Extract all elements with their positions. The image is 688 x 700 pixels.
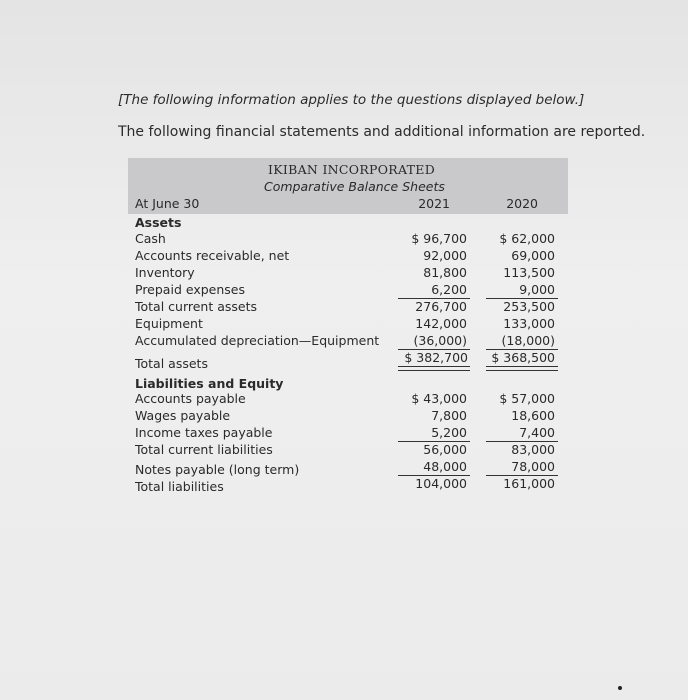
value-2020: 78,000 — [511, 459, 555, 474]
column-header-row — [128, 196, 568, 213]
value-2021: $ 96,700 — [411, 231, 467, 246]
value-2020: 69,000 — [511, 248, 555, 263]
row-label: Total current liabilities — [135, 442, 273, 457]
value-2021: 142,000 — [415, 316, 467, 331]
company-name: IKIBAN INCORPORATED — [268, 162, 436, 177]
lead-sentence: The following financial statements and additional information are reported. — [118, 124, 646, 140]
row-label: Accounts receivable, net — [135, 248, 290, 263]
table-row — [128, 476, 568, 493]
row-label: Prepaid expenses — [135, 282, 245, 297]
value-2020: (18,000) — [501, 333, 555, 348]
value-2021: $ 43,000 — [411, 391, 467, 406]
row-label: Cash — [135, 231, 166, 246]
value-2021: 48,000 — [423, 459, 467, 474]
col-2020-header: 2020 — [506, 196, 538, 211]
table-row — [128, 282, 568, 299]
value-2021: 5,200 — [431, 425, 467, 440]
value-2020: 83,000 — [511, 442, 555, 457]
value-2020: $ 62,000 — [499, 231, 555, 246]
col-2021-header: 2021 — [418, 196, 450, 211]
value-2020: 161,000 — [503, 476, 555, 491]
value-2020: 9,000 — [519, 282, 555, 297]
value-2020: $ 57,000 — [499, 391, 555, 406]
row-label: Notes payable (long term) — [135, 462, 300, 477]
statement-title: Comparative Balance Sheets — [264, 179, 445, 194]
value-2021: 104,000 — [415, 476, 467, 491]
value-2020: 18,600 — [511, 408, 555, 423]
intro-note: [The following information applies to the questions displayed below.] — [118, 92, 585, 108]
table-row — [128, 425, 568, 442]
liabilities-heading: Liabilities and Equity — [135, 376, 284, 391]
page-dot — [618, 686, 622, 690]
row-label: Wages payable — [135, 408, 231, 423]
balance-sheet — [128, 158, 568, 498]
value-2020: 7,400 — [519, 425, 555, 440]
table-row — [128, 350, 568, 371]
assets-heading-row — [128, 215, 568, 232]
value-2021: (36,000) — [413, 333, 467, 348]
value-2020: 113,500 — [503, 265, 555, 280]
value-2021: 276,700 — [415, 299, 467, 314]
value-2020: $ 368,500 — [491, 350, 555, 365]
table-row — [128, 459, 568, 476]
value-2021: 92,000 — [423, 248, 467, 263]
value-2021: 6,200 — [431, 282, 467, 297]
value-2021: 81,800 — [423, 265, 467, 280]
table-row — [128, 391, 568, 408]
row-label: Accumulated depreciation—Equipment — [135, 333, 380, 348]
row-label: Accounts payable — [135, 391, 246, 406]
total-double-rule — [398, 366, 470, 371]
row-label: Total current assets — [135, 299, 258, 314]
value-2021: 7,800 — [431, 408, 467, 423]
value-2021: $ 382,700 — [404, 350, 468, 365]
table-row — [128, 299, 568, 316]
table-row — [128, 265, 568, 282]
period-label: At June 30 — [135, 196, 200, 211]
assets-heading: Assets — [135, 215, 182, 230]
value-2021: 56,000 — [423, 442, 467, 457]
table-row — [128, 231, 568, 248]
row-label: Total liabilities — [135, 479, 224, 494]
value-2020: 133,000 — [503, 316, 555, 331]
total-double-rule — [486, 366, 558, 371]
row-label: Total assets — [135, 356, 208, 371]
value-2020: 253,500 — [503, 299, 555, 314]
row-label: Equipment — [135, 316, 203, 331]
table-row — [128, 408, 568, 425]
table-row — [128, 442, 568, 459]
table-row — [128, 333, 568, 350]
row-label: Income taxes payable — [135, 425, 273, 440]
row-label: Inventory — [135, 265, 195, 280]
table-row — [128, 248, 568, 265]
table-row — [128, 316, 568, 333]
